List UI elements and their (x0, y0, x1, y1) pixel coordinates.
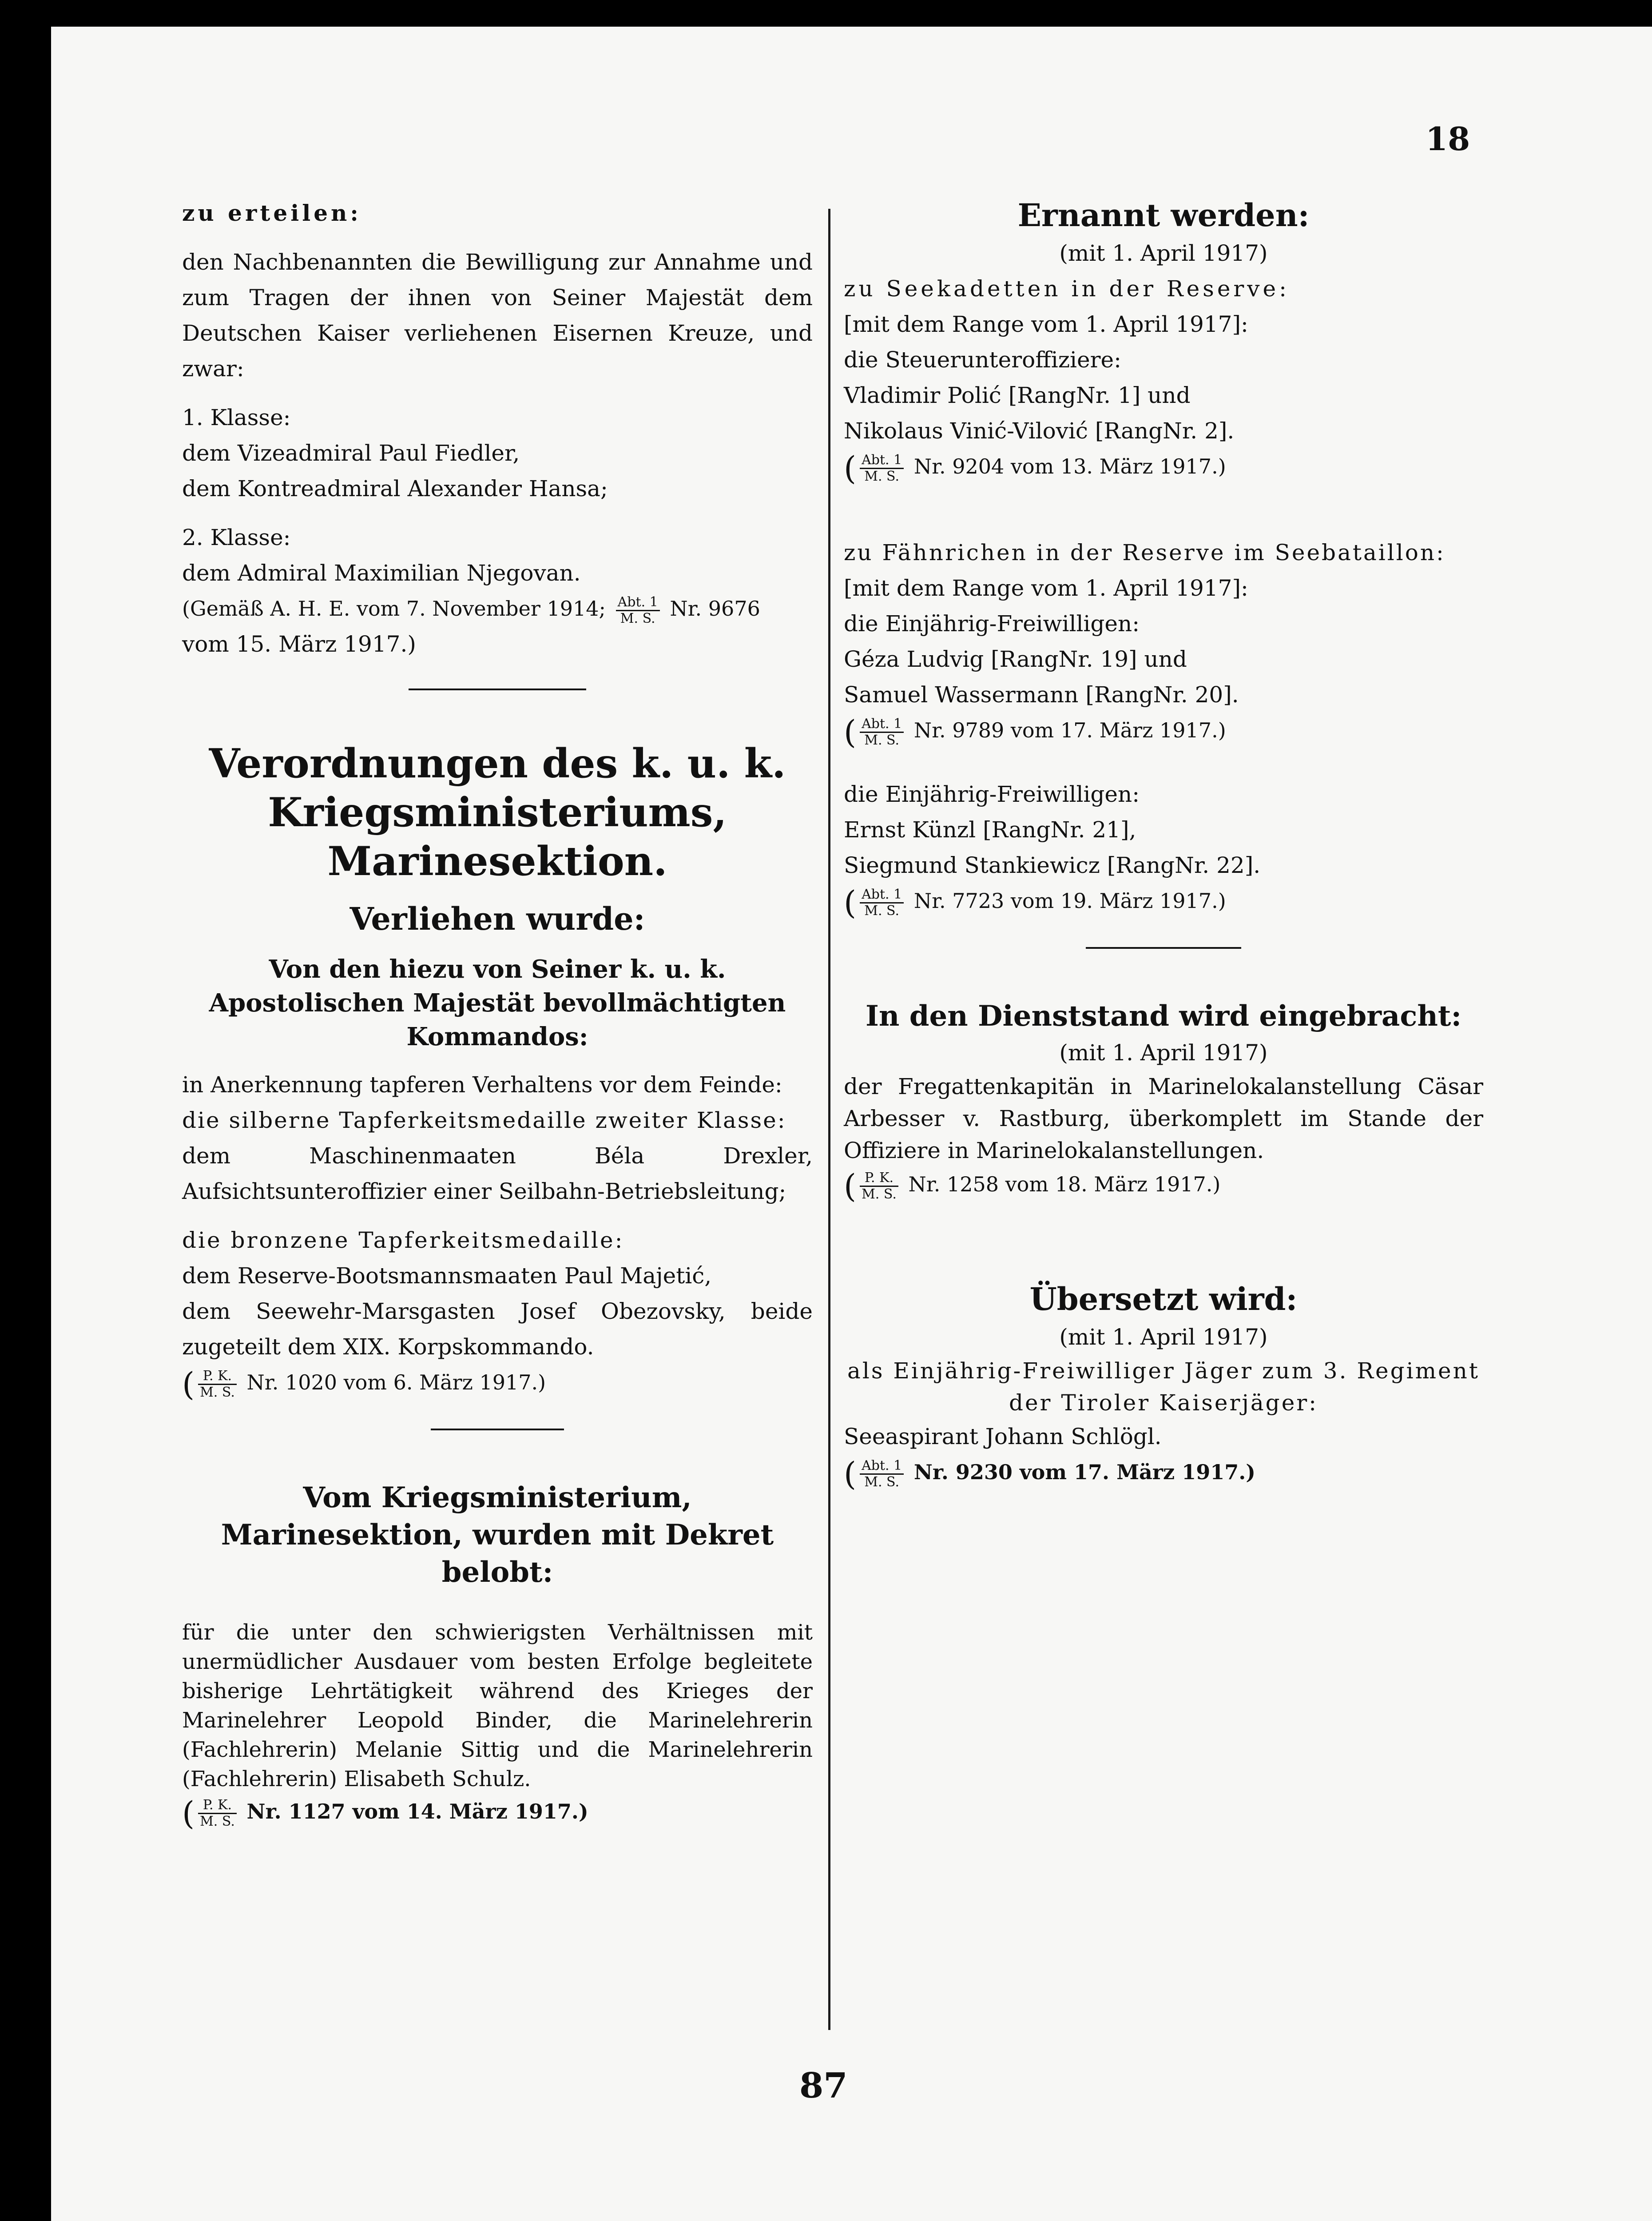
einj-line-2: die Einjährig-Freiwilligen: (844, 781, 1140, 807)
reference-8-fraction: $\frac{\text{Abt. 1}}{M. S.}$ (860, 1458, 904, 1490)
dienst-heading: In den Dienststand wird eingebracht: (865, 999, 1462, 1033)
right-column (844, 195, 1483, 1492)
einj-line-1: die Einjährig-Freiwilligen: (844, 611, 1140, 637)
einj2-name-2: Siegmund Stankiewicz [RangNr. 22]. (844, 852, 1261, 878)
class2-line1: dem Admiral Maximilian Njegovan. (182, 560, 581, 586)
bronze-recipient-1: dem Reserve-Bootsmannsmaaten Paul Majetić, (182, 1263, 712, 1289)
reference-3: ( $\frac{P. K.}{M. S.}$ Nr. 1127 vom 14. März 1917.) (182, 1795, 588, 1832)
bronze-medal-line: die bronzene Tapferkeitsmedaille: (182, 1227, 624, 1253)
silver-recipient: dem Maschinenmaaten Béla Drexler, Aufsichtsunteroffizier einer Seilbahn-Betriebsleitung; (182, 1143, 813, 1204)
steuer-line: die Steuerunteroffiziere: (844, 347, 1121, 373)
rank-date-1: [mit dem Range vom 1. April 1917]: (844, 311, 1248, 337)
verliehen-heading: Verliehen wurde: (349, 900, 645, 937)
steuer-name-2: Nikolaus Vinić-Vilović [RangNr. 2]. (844, 418, 1235, 444)
reference-6-post: Nr. 7723 vom 19. März 1917.) (913, 889, 1226, 913)
uebersetzt-name: Seeaspirant Johann Schlögl. (844, 1424, 1162, 1449)
class1-line1: dem Vizeadmiral Paul Fiedler, (182, 440, 520, 466)
faehnrichen-line: zu Fähnrichen in der Reserve im Seebataillon: (844, 540, 1446, 565)
reference-2: ( $\frac{P. K.}{M. S.}$ Nr. 1020 vom 6. März 1917.) (182, 1365, 546, 1403)
reference-8-post: Nr. 9230 vom 17. März 1917.) (913, 1460, 1255, 1484)
reference-8: ( $\frac{\text{Abt. 1}}{M. S.}$ Nr. 9230 vom 17. März 1917.) (844, 1455, 1255, 1493)
reference-5: ( $\frac{\text{Abt. 1}}{M. S.}$ Nr. 9789 vom 17. März 1917.) (844, 713, 1226, 751)
section-heading: Verordnungen des k. u. k. Kriegsministeriums, Marinesektion. (209, 740, 786, 885)
reference-3-fraction: $\frac{P. K.}{M. S.}$ (198, 1798, 237, 1829)
reference-1-line2: vom 15. März 1917.) (182, 631, 416, 657)
uebersetzt-date: (mit 1. April 1917) (1059, 1324, 1268, 1350)
einj2-name-1: Ernst Künzl [RangNr. 21], (844, 817, 1136, 843)
belobt-heading: Vom Kriegsministerium, Marinesektion, wurden mit Dekret belobt: (221, 1481, 774, 1589)
reference-7-fraction: $\frac{P. K.}{M. S.}$ (860, 1170, 898, 1202)
reference-6-fraction: $\frac{\text{Abt. 1}}{M. S.}$ (860, 887, 904, 919)
class1-line2: dem Kontreadmiral Alexander Hansa; (182, 476, 608, 502)
reference-1-pre: (Gemäß A. H. E. vom 7. November 1914; (182, 597, 606, 621)
steuer-name-1: Vladimir Polić [RangNr. 1] und (844, 382, 1191, 408)
uebersetzt-heading: Übersetzt wird: (1029, 1281, 1298, 1317)
left-column (182, 195, 813, 1831)
reference-2-post: Nr. 1020 vom 6. März 1917.) (246, 1370, 546, 1394)
recognition-line: in Anerkennung tapferen Verhaltens vor dem Feinde: (182, 1072, 782, 1098)
einj1-name-1: Géza Ludvig [RangNr. 19] und (844, 646, 1187, 672)
class1-label: 1. Klasse: (182, 405, 291, 430)
page-number-top: 18 (1426, 120, 1470, 158)
reference-5-post: Nr. 9789 vom 17. März 1917.) (913, 718, 1226, 742)
reference-1-post: Nr. 9676 (670, 597, 760, 621)
ernannt-date: (mit 1. April 1917) (1059, 240, 1268, 266)
intro-body: den Nachbenannten die Bewilligung zur Annahme und zum Tragen der ihnen von Seiner Majestät dem Deutschen Kaiser verliehenen Eisernen Kreuze, und zwar: (182, 249, 813, 382)
intro-line: zu erteilen: (182, 200, 361, 226)
reference-4: ( $\frac{\text{Abt. 1}}{M. S.}$ Nr. 9204 vom 13. März 1917.) (844, 450, 1226, 487)
class2-label: 2. Klasse: (182, 525, 291, 550)
page-number-bottom: 87 (799, 2066, 848, 2106)
einj1-name-2: Samuel Wassermann [RangNr. 20]. (844, 682, 1239, 708)
reference-7-post: Nr. 1258 vom 18. März 1917.) (908, 1172, 1221, 1196)
bronze-recipient-2: dem Seewehr-Marsgasten Josef Obezovsky, beide zugeteilt dem XIX. Korpskommando. (182, 1298, 813, 1360)
reference-4-fraction: $\frac{\text{Abt. 1}}{M. S.}$ (860, 453, 904, 484)
belobt-body: für die unter den schwierigsten Verhältnissen mit unermüdlicher Ausdauer vom besten Erfolge begleitete bisherige Lehrtätigkeit während des Krieges der Marinelehrer Leopold Binder, die Marinelehrerin (Fachlehrerin) Melanie Sittig und die Marinelehrerin (Fachlehrerin) Elisabeth Schulz. (182, 1620, 813, 1791)
seekadetten-line: zu Seekadetten in der Reserve: (844, 276, 1290, 302)
ernannt-heading: Ernannt werden: (1017, 197, 1310, 234)
reference-6: ( $\frac{\text{Abt. 1}}{M. S.}$ Nr. 7723 vom 19. März 1917.) (844, 884, 1226, 921)
reference-7: ( $\frac{P. K.}{M. S.}$ Nr. 1258 vom 18. März 1917.) (844, 1167, 1221, 1205)
reference-2-fraction: $\frac{P. K.}{M. S.}$ (198, 1369, 237, 1400)
reference-1 (182, 591, 813, 626)
reference-3-post: Nr. 1127 vom 14. März 1917.) (246, 1799, 588, 1823)
dienst-body: der Fregattenkapitän in Marinelokalanstellung Cäsar Arbesser v. Rastburg, überkomplett im Stande der Offiziere in Marinelokalanstellungen. (844, 1074, 1483, 1163)
silver-medal-line: die silberne Tapferkeitsmedaille zweiter Klasse: (182, 1107, 786, 1133)
dienst-date: (mit 1. April 1917) (1059, 1040, 1268, 1066)
reference-4-post: Nr. 9204 vom 13. März 1917.) (913, 454, 1226, 478)
column-divider (828, 209, 830, 2030)
uebersetzt-body: als Einjährig-Freiwilliger Jäger zum 3. Regiment der Tiroler Kaiserjäger: (847, 1358, 1480, 1416)
rank-date-2: [mit dem Range vom 1. April 1917]: (844, 575, 1248, 601)
reference-5-fraction: $\frac{\text{Abt. 1}}{M. S.}$ (860, 716, 904, 748)
command-heading: Von den hiezu von Seiner k. u. k. Apostolischen Majestät bevollmächtigten Kommandos: (209, 955, 786, 1051)
reference-1-fraction: $\frac{\text{Abt. 1}}{M. S.}$ (616, 595, 660, 626)
